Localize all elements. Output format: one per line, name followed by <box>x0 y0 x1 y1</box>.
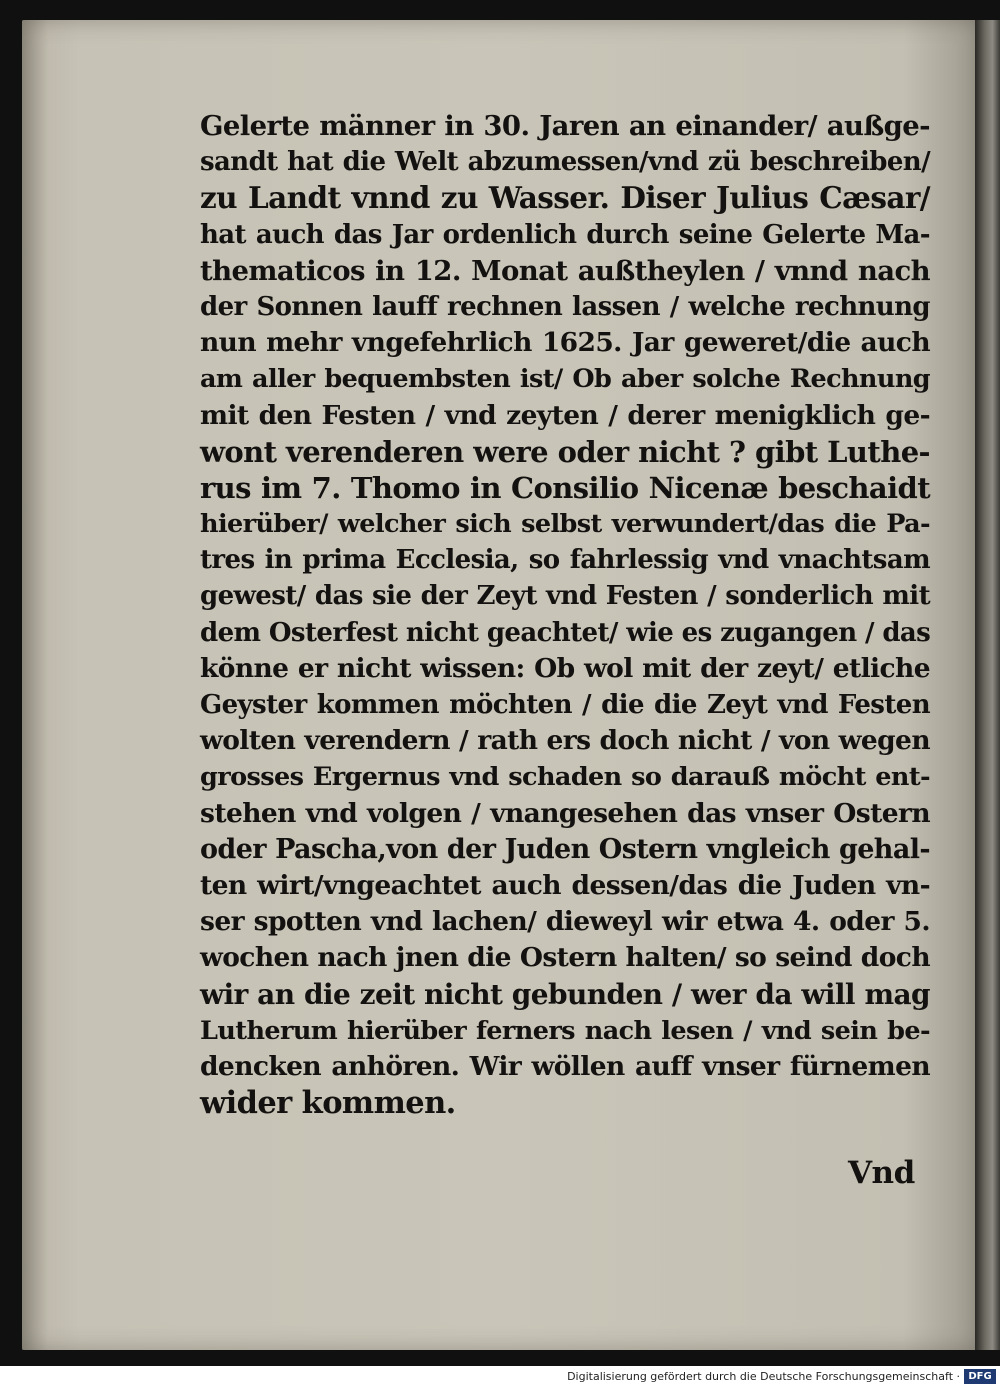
text-line: könne er nicht wissen: Ob wol mit der zeyt/ etliche <box>200 652 930 684</box>
digitization-footer <box>0 1366 1000 1388</box>
text-line: dencken anhören. Wir wöllen auff vnser fürnemen <box>200 1050 930 1082</box>
text-line: zu Landt vnnd zu Wasser. Diser Julius Cæsar/ <box>200 180 930 216</box>
text-line: wir an die zeit nicht gebunden / wer da will mag <box>200 977 930 1011</box>
page-text <box>200 108 930 1121</box>
text-line: ser spotten vnd lachen/ dieweyl wir etwa 4. oder 5. <box>200 906 930 938</box>
text-line: mit den Festen / vnd zeyten / derer menigklich ge- <box>200 399 930 431</box>
text-line: dem Osterfest nicht geachtet/ wie es zugangen / das <box>200 617 931 648</box>
text-line: rus im 7. Thomo in Consilio Nicenæ beschaidt <box>200 470 930 505</box>
text-line: wider kommen. <box>200 1085 456 1122</box>
text-line: grosses Ergernus vnd schaden so darauß möcht ent- <box>200 762 930 793</box>
text-line: wont verenderen were oder nicht ? gibt Luthe- <box>200 434 930 469</box>
book-spine-edge <box>975 20 1000 1350</box>
dfg-logo: DFG <box>964 1369 996 1384</box>
text-line: am aller bequembsten ist/ Ob aber solche Rechnung <box>200 364 930 395</box>
text-line: tres in prima Ecclesia, so fahrlessig vnd vnachtsam <box>200 545 930 576</box>
text-line: Gelerte männer in 30. Jaren an einander/ außge- <box>200 110 930 142</box>
text-line: wochen nach jnen die Ostern halten/ so seind doch <box>200 942 930 974</box>
text-line: hierüber/ welcher sich selbst verwundert/das die Pa- <box>200 509 930 540</box>
text-line: stehen vnd volgen / vnangesehen das vnser Ostern <box>200 797 930 829</box>
text-line: hat auch das Jar ordenlich durch seine Gelerte Ma- <box>200 219 930 250</box>
text-line: nun mehr vngefehrlich 1625. Jar geweret/die auch <box>200 327 930 359</box>
text-line: gewest/ das sie der Zeyt vnd Festen / sonderlich mit <box>200 581 930 612</box>
funding-credit: Digitalisierung gefördert durch die Deutsche Forschungsgemeinschaft · <box>567 1370 960 1383</box>
page-gutter-shadow <box>22 20 48 1350</box>
text-line: der Sonnen lauff rechnen lassen / welche rechnung <box>200 291 930 322</box>
catchword: Vnd <box>848 1155 915 1191</box>
text-line: wolten verendern / rath ers doch nicht / von wegen <box>200 725 930 757</box>
text-line: sandt hat die Welt abzumessen/vnd zü beschreiben/ <box>200 147 930 178</box>
text-line: oder Pascha,von der Juden Ostern vngleich gehal- <box>200 833 930 865</box>
text-line: Geyster kommen möchten / die die Zeyt vnd Festen <box>200 690 930 720</box>
text-line: ten wirt/vngeachtet auch dessen/das die Juden vn- <box>200 869 930 901</box>
text-line: Lutherum hierüber ferners nach lesen / vnd sein be- <box>200 1015 930 1046</box>
text-line: thematicos in 12. Monat außtheylen / vnnd nach <box>200 254 930 287</box>
